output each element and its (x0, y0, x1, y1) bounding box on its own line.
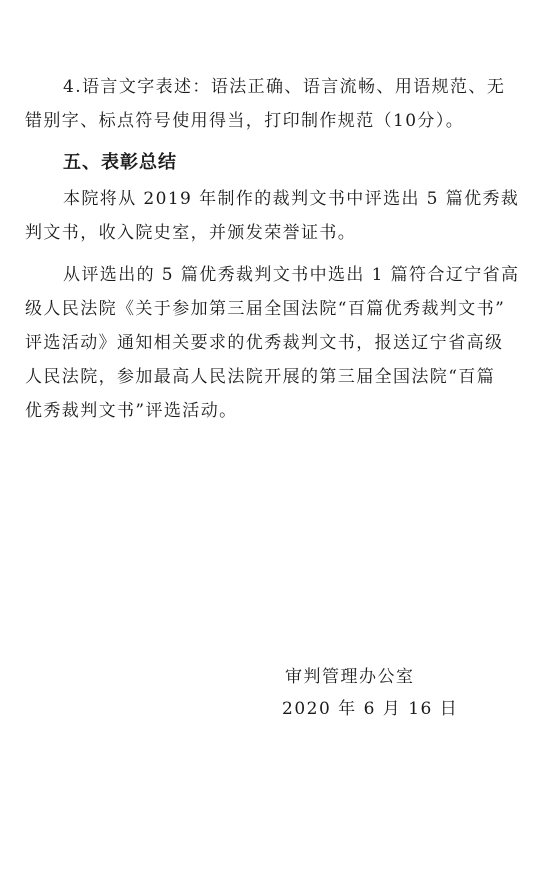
paragraph-1-line-1: 本院将从 2019 年制作的裁判文书中评选出 5 篇优秀裁 (63, 189, 520, 209)
paragraph-2-line-1: 从评选出的 5 篇优秀裁判文书中选出 1 篇符合辽宁省高 (63, 265, 520, 285)
paragraph-2-line-5: 优秀裁判文书”评选活动。 (25, 401, 238, 421)
criterion-4-paragraph (25, 70, 530, 138)
criterion-4-line-2: 错别字、标点符号使用得当，打印制作规范（10分）。 (25, 111, 465, 131)
paragraph-2-line-4: 人民法院，参加最高人民法院开展的第三届全国法院“百篇 (25, 367, 496, 387)
paragraph-1-line-2: 判文书，收入院史室，并颁发荣誉证书。 (25, 223, 357, 243)
signature-date: 2020 年 6 月 16 日 (282, 699, 459, 719)
criterion-4-line-1: 4.语言文字表述：语法正确、语言流畅、用语规范、无 (63, 77, 506, 97)
section-5-paragraph-1 (25, 182, 530, 250)
paragraph-2-line-2: 级人民法院《关于参加第三届全国法院“百篇优秀裁判文书” (25, 299, 506, 319)
section-5-heading: 五、表彰总结 (63, 152, 177, 173)
paragraph-2-line-3: 评选活动》通知相关要求的优秀裁判文书，报送辽宁省高级 (25, 333, 504, 353)
signature-office: 审判管理办公室 (285, 667, 415, 687)
section-5-paragraph-2 (25, 258, 530, 428)
